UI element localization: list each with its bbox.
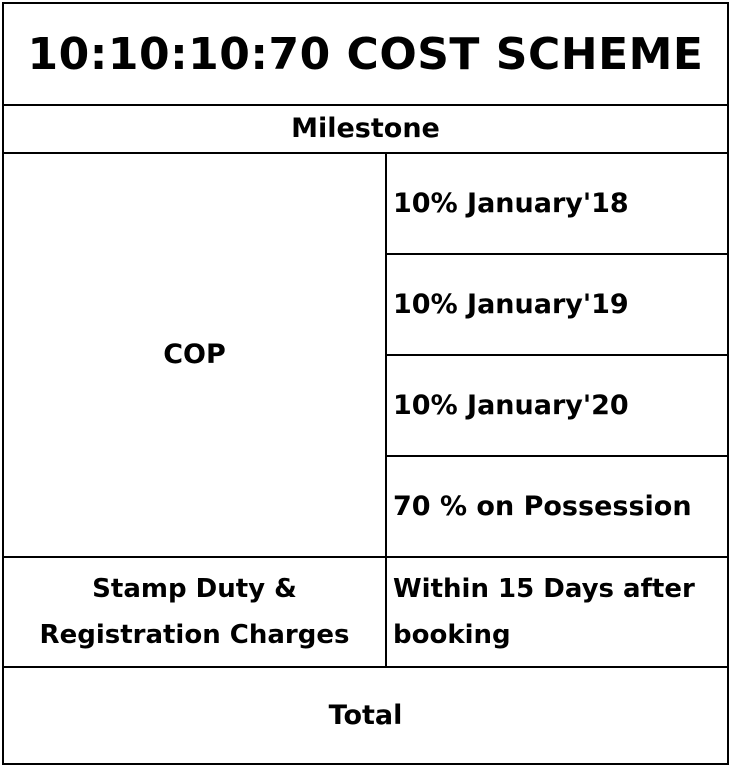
divider bbox=[385, 558, 387, 666]
milestone-header: Milestone bbox=[291, 113, 440, 144]
milestone-item: 10% January'19 bbox=[393, 288, 629, 320]
stamp-duty-label-line2: Registration Charges bbox=[39, 620, 350, 650]
stamp-duty-value-line1: Within 15 Days after bbox=[393, 574, 695, 604]
cost-scheme-table bbox=[2, 2, 729, 765]
table-title: 10:10:10:70 COST SCHEME bbox=[27, 28, 704, 80]
stamp-duty-value-line2: booking bbox=[393, 620, 511, 650]
stamp-duty-row bbox=[4, 558, 727, 666]
cop-section bbox=[4, 154, 727, 556]
cop-label: COP bbox=[163, 339, 226, 370]
milestone-item: 70 % on Possession bbox=[393, 490, 692, 522]
milestone-item: 10% January'18 bbox=[393, 187, 629, 219]
stamp-duty-label-line1: Stamp Duty & bbox=[92, 574, 297, 604]
stamp-duty-value bbox=[393, 558, 723, 666]
milestone-item: 10% January'20 bbox=[393, 389, 629, 421]
stamp-duty-label bbox=[4, 558, 385, 666]
total-label: Total bbox=[328, 699, 403, 731]
